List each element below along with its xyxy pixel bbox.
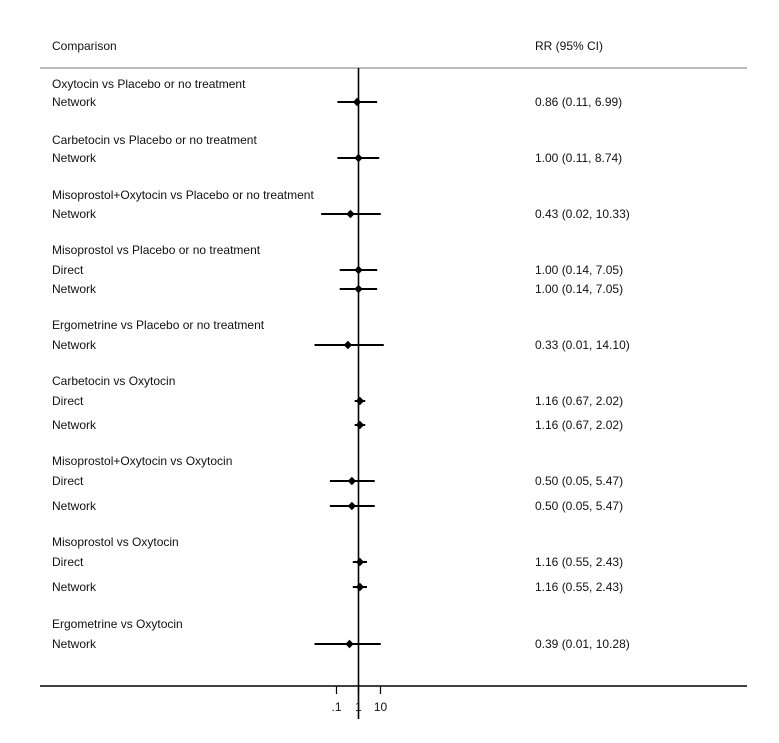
- row-label: Direct: [52, 263, 84, 277]
- point-estimate-marker: [348, 502, 356, 510]
- header-comparison: Comparison: [52, 39, 117, 53]
- row-ci-text: 0.33 (0.01, 14.10): [535, 338, 630, 352]
- point-estimate-marker: [356, 397, 364, 405]
- row-label: Network: [52, 282, 97, 296]
- row-label: Network: [52, 338, 97, 352]
- point-estimate-marker: [344, 341, 352, 349]
- group-title: Misoprostol vs Oxytocin: [52, 535, 179, 549]
- row-label: Direct: [52, 474, 84, 488]
- row-ci-text: 0.39 (0.01, 10.28): [535, 637, 630, 651]
- x-tick-label: .1: [331, 700, 342, 714]
- group-title: Ergometrine vs Oxytocin: [52, 617, 183, 631]
- row-label: Network: [52, 418, 97, 432]
- row-ci-text: 1.16 (0.67, 2.02): [535, 394, 624, 408]
- point-estimate-marker: [345, 640, 353, 648]
- row-ci-text: 1.00 (0.14, 7.05): [535, 282, 624, 296]
- point-estimate-marker: [354, 285, 362, 293]
- row-ci-text: 1.16 (0.55, 2.43): [535, 555, 624, 569]
- point-estimate-marker: [356, 583, 364, 591]
- group-title: Carbetocin vs Placebo or no treatment: [52, 133, 257, 147]
- point-estimate-marker: [346, 210, 354, 218]
- row-label: Network: [52, 580, 97, 594]
- row-ci-text: 1.00 (0.11, 8.74): [535, 151, 623, 165]
- row-label: Direct: [52, 394, 84, 408]
- row-ci-text: 0.86 (0.11, 6.99): [535, 95, 623, 109]
- group-title: Carbetocin vs Oxytocin: [52, 374, 176, 388]
- point-estimate-marker: [354, 266, 362, 274]
- row-label: Network: [52, 637, 97, 651]
- row-ci-text: 1.00 (0.14, 7.05): [535, 263, 624, 277]
- row-label: Network: [52, 151, 97, 165]
- row-label: Direct: [52, 555, 84, 569]
- row-label: Network: [52, 499, 97, 513]
- header-rr-ci: RR (95% CI): [535, 39, 604, 53]
- row-ci-text: 1.16 (0.55, 2.43): [535, 580, 624, 594]
- row-ci-text: 0.50 (0.05, 5.47): [535, 474, 624, 488]
- point-estimate-marker: [353, 98, 361, 106]
- group-title: Oxytocin vs Placebo or no treatment: [52, 77, 246, 91]
- group-title: Misoprostol+Oxytocin vs Placebo or no treatment: [52, 188, 314, 202]
- forest-rows: [52, 77, 630, 651]
- row-ci-text: 0.43 (0.02, 10.33): [535, 207, 630, 221]
- group-title: Ergometrine vs Placebo or no treatment: [52, 318, 265, 332]
- row-ci-text: 1.16 (0.67, 2.02): [535, 418, 624, 432]
- point-estimate-marker: [348, 477, 356, 485]
- row-ci-text: 0.50 (0.05, 5.47): [535, 499, 624, 513]
- group-title: Misoprostol vs Placebo or no treatment: [52, 243, 261, 257]
- x-tick-label: 1: [355, 700, 362, 714]
- row-label: Network: [52, 95, 97, 109]
- point-estimate-marker: [356, 421, 364, 429]
- point-estimate-marker: [354, 154, 362, 162]
- group-title: Misoprostol+Oxytocin vs Oxytocin: [52, 454, 233, 468]
- point-estimate-marker: [356, 558, 364, 566]
- x-tick-label: 10: [373, 700, 388, 714]
- row-label: Network: [52, 207, 97, 221]
- x-axis: [331, 686, 387, 714]
